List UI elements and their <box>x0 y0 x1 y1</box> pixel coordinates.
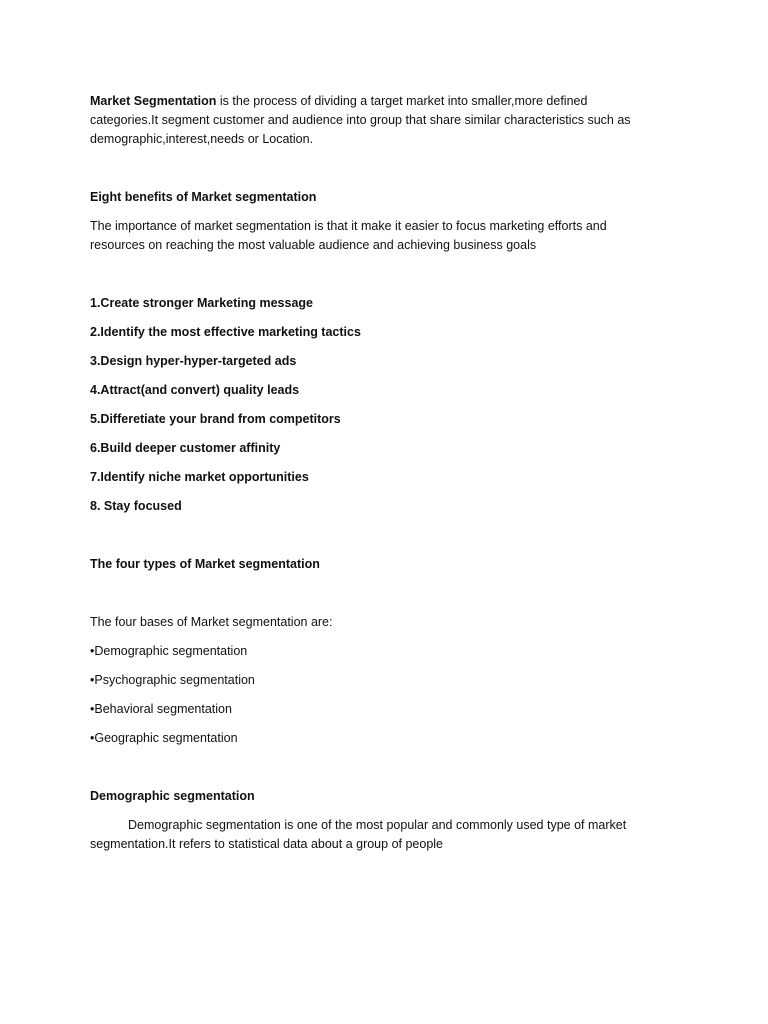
benefits-list <box>90 294 650 516</box>
benefit-item: 8. Stay focused <box>90 499 182 513</box>
type-item: •Psychographic segmentation <box>90 673 255 687</box>
benefits-heading: Eight benefits of Market segmentation <box>90 190 317 204</box>
intro-paragraph <box>90 92 650 149</box>
types-heading: The four types of Market segmentation <box>90 557 320 571</box>
intro-term: Market Segmentation <box>90 94 217 108</box>
type-item: •Geographic segmentation <box>90 731 238 745</box>
types-intro: The four bases of Market segmentation are: <box>90 615 333 629</box>
demographic-heading: Demographic segmentation <box>90 789 255 803</box>
types-list <box>90 642 650 748</box>
document-body <box>90 92 650 854</box>
benefits-paragraph: The importance of market segmentation is that it make it easier to focus marketing efforts and resources on reaching the most valuable audience and achieving business goals <box>90 219 607 252</box>
type-item: •Behavioral segmentation <box>90 702 232 716</box>
benefit-item: 2.Identify the most effective marketing tactics <box>90 325 361 339</box>
intro-text: is the process of dividing a target market into smaller,more defined categories.It segment customer and audience into group that share similar characteristics such as demographic,interest,needs or Location. <box>90 94 631 146</box>
benefit-item: 4.Attract(and convert) quality leads <box>90 383 300 397</box>
benefit-item: 6.Build deeper customer affinity <box>90 441 281 455</box>
benefit-item: 7.Identify niche market opportunities <box>90 470 309 484</box>
benefit-item: 3.Design hyper-hyper-targeted ads <box>90 354 297 368</box>
benefit-item: 5.Differetiate your brand from competitors <box>90 412 341 426</box>
benefit-item: 1.Create stronger Marketing message <box>90 296 314 310</box>
demographic-paragraph: Demographic segmentation is one of the most popular and commonly used type of market segmentation.It refers to statistical data about a group of people <box>90 818 627 851</box>
type-item: •Demographic segmentation <box>90 644 248 658</box>
